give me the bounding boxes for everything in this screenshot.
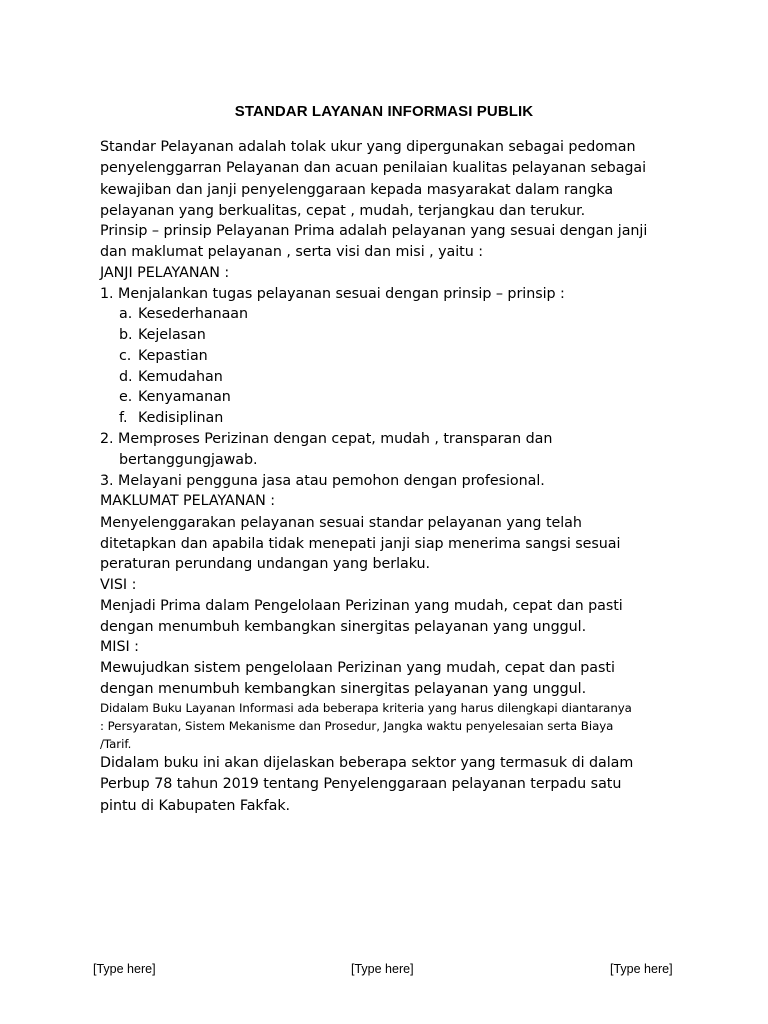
principle-text: Kesederhanaan — [138, 306, 249, 322]
maklumat-line: ditetapkan dan apabila tidak menepati janji siap menerima sangsi sesuai — [100, 536, 621, 552]
misi-line: dengan menumbuh kembangkan sinergitas pelayanan yang unggul. — [100, 681, 587, 697]
principle-text: Kenyamanan — [138, 389, 231, 405]
visi-line: dengan menumbuh kembangkan sinergitas pelayanan yang unggul. — [100, 619, 587, 635]
intro-line: penyelenggarran Pelayanan dan acuan penilaian kualitas pelayanan sebagai — [100, 160, 647, 176]
criteria-line: Didalam Buku Layanan Informasi ada beberapa kriteria yang harus dilengkapi diantaranya — [100, 701, 632, 715]
principle-text: Kejelasan — [138, 327, 206, 343]
misi-line: Mewujudkan sistem pengelolaan Perizinan yang mudah, cepat dan pasti — [100, 660, 615, 676]
principle-letter: e. — [119, 389, 133, 405]
criteria-line: : Persyaratan, Sistem Mekanisme dan Prosedur, Jangka waktu penyelesaian serta Biaya — [100, 719, 614, 733]
principle-text: Kemudahan — [138, 369, 223, 385]
closing-line: Didalam buku ini akan dijelaskan beberapa sektor yang termasuk di dalam — [100, 755, 634, 771]
principle-letter: c. — [119, 348, 132, 364]
closing-line: Perbup 78 tahun 2019 tentang Penyelenggaraan pelayanan terpadu satu — [100, 776, 622, 792]
footer-left: [Type here] — [93, 962, 156, 976]
criteria-line: /Tarif. — [100, 737, 132, 751]
principle-text: Kepastian — [138, 348, 208, 364]
janji-item: 1. Menjalankan tugas pelayanan sesuai dengan prinsip – prinsip : — [100, 286, 565, 302]
page-title: STANDAR LAYANAN INFORMASI PUBLIK — [234, 103, 534, 120]
principle-letter: b. — [119, 327, 133, 343]
visi-line: Menjadi Prima dalam Pengelolaan Perizinan yang mudah, cepat dan pasti — [100, 598, 623, 614]
maklumat-line: peraturan perundang undangan yang berlaku. — [100, 556, 431, 572]
visi-heading: VISI : — [100, 577, 137, 593]
footer-right: [Type here] — [610, 962, 673, 976]
janji-heading: JANJI PELAYANAN : — [100, 265, 230, 281]
intro-line: kewajiban dan janji penyelenggaraan kepada masyarakat dalam rangka — [100, 182, 614, 198]
intro-line: dan maklumat pelayanan , serta visi dan misi , yaitu : — [100, 244, 483, 260]
maklumat-line: Menyelenggarakan pelayanan sesuai standar pelayanan yang telah — [100, 515, 582, 531]
principle-letter: a. — [119, 306, 133, 322]
principle-letter: d. — [119, 369, 133, 385]
closing-line: pintu di Kabupaten Fakfak. — [100, 798, 291, 814]
principle-letter: f. — [119, 410, 128, 426]
principle-text: Kedisiplinan — [138, 410, 224, 426]
misi-heading: MISI : — [100, 639, 139, 655]
janji-item: 2. Memproses Perizinan dengan cepat, mudah , transparan dan — [100, 431, 553, 447]
intro-line: Prinsip – prinsip Pelayanan Prima adalah pelayanan yang sesuai dengan janji — [100, 223, 648, 239]
maklumat-heading: MAKLUMAT PELAYANAN : — [100, 493, 276, 509]
intro-line: pelayanan yang berkualitas, cepat , mudah, terjangkau dan terukur. — [100, 203, 586, 219]
janji-item-continuation: bertanggungjawab. — [119, 452, 258, 468]
footer-center: [Type here] — [351, 962, 414, 976]
intro-line: Standar Pelayanan adalah tolak ukur yang dipergunakan sebagai pedoman — [100, 139, 636, 155]
janji-item: 3. Melayani pengguna jasa atau pemohon dengan profesional. — [100, 473, 545, 489]
